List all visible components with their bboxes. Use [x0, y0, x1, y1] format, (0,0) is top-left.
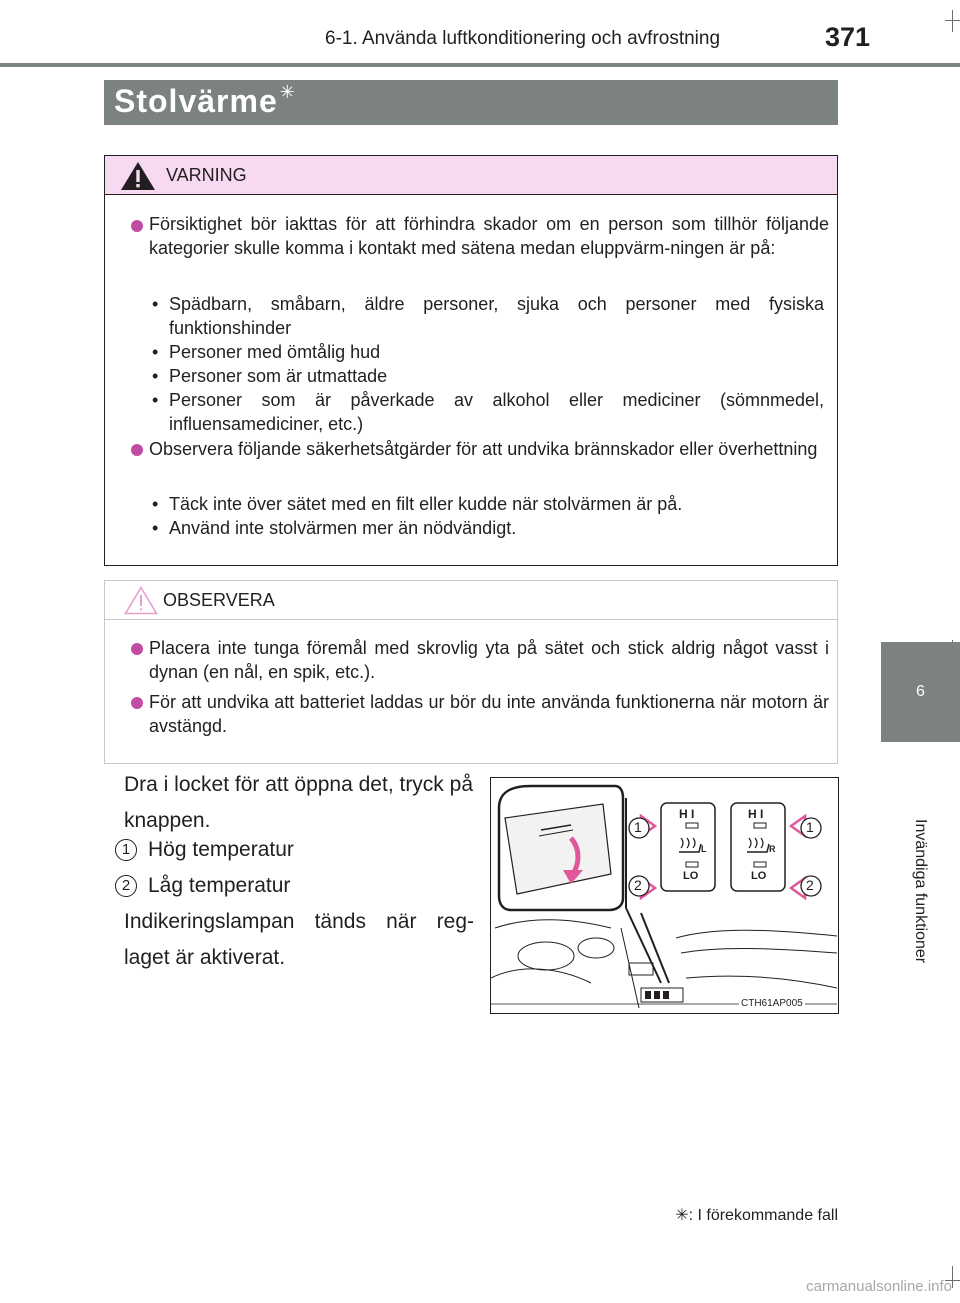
button-lo-label: LO [751, 870, 767, 882]
instruction-intro: Dra i locket för att öppna det, tryck på knappen. [124, 773, 474, 832]
button-hi-label: H I [679, 807, 695, 821]
warning-sub-item: • Personer som är påverkade av alkohol eller mediciner (sömnmedel, influensamediciner, etc.) [152, 390, 824, 434]
bullet-dot [131, 444, 143, 456]
callout-number: 1 [806, 819, 814, 835]
warning-sub-item: • Använd inte stolvärmen mer än nödvändigt. [152, 518, 517, 538]
step-number: 1 [115, 839, 137, 861]
callout-number: 2 [806, 877, 814, 893]
step-number: 2 [115, 875, 137, 897]
section-title [114, 82, 296, 120]
warning-item-1: Försiktighet bör iakttas för att förhindra skador om en person som tillhör följande kategorier skulle komma i kontakt med sätena medan eluppvärm-ningen är på: [149, 214, 829, 258]
chapter-tab: 6 [881, 642, 960, 742]
warning-sub-item: • Personer som är utmattade [152, 366, 388, 386]
asterisk-icon: ✳ [675, 1207, 689, 1224]
step-text: Hög temperatur [148, 838, 294, 861]
seat-side-left: L [701, 844, 707, 854]
step-text: Låg temperatur [148, 874, 291, 897]
warning-sub-item: • Spädbarn, småbarn, äldre personer, sjuka och personer med fysiska funktionshinder [152, 294, 824, 338]
notice-item-1: Placera inte tunga föremål med skrovlig yta på sätet och stick aldrig något vasst i dynan (en nål, en spik, etc.). [149, 638, 829, 682]
instruction-note: Indikeringslampan tänds när reg-laget är aktiverat. [124, 910, 474, 969]
warning-sub-item: • Personer med ömtålig hud [152, 342, 381, 362]
bullet-dot [131, 643, 143, 655]
seat-heater-figure [490, 777, 839, 1014]
watermark: carmanualsonline.info [806, 1278, 952, 1295]
button-lo-label: LO [683, 870, 699, 882]
notice-label: OBSERVERA [163, 590, 275, 610]
section-title-text: Stolvärme [114, 83, 278, 119]
warning-sub-item: • Täck inte över sätet med en filt eller kudde när stolvärmen är på. [152, 494, 683, 514]
warning-label: VARNING [166, 165, 247, 185]
callout-number: 1 [634, 819, 642, 835]
asterisk-icon: ✳ [279, 82, 296, 102]
crop-mark [952, 1266, 953, 1288]
running-header: 6-1. Använda luftkonditionering och avfrostning [325, 28, 721, 49]
caution-triangle-icon [124, 586, 158, 615]
header-rule [0, 63, 960, 67]
figure-code: CTH61AP005 [741, 998, 803, 1009]
page-number: 371 [825, 22, 871, 52]
notice-item-2: För att undvika att batteriet laddas ur bör du inte använda funktionerna när motorn är avstängd. [149, 692, 829, 736]
warning-triangle-icon [120, 161, 156, 191]
chapter-title: Invändiga funktioner [912, 819, 929, 964]
button-hi-label: H I [748, 807, 764, 821]
figure-illustration [491, 778, 838, 1013]
bullet-dot [131, 220, 143, 232]
footnote-text: : I förekommande fall [688, 1207, 838, 1224]
crop-mark [952, 10, 953, 32]
bullet-dot [131, 697, 143, 709]
warning-item-2: Observera följande säkerhetsåtgärder för att undvika brännskador eller överhettning [149, 439, 818, 459]
footnote [675, 1205, 838, 1225]
seat-side-right: R [769, 844, 776, 854]
callout-number: 2 [634, 877, 642, 893]
